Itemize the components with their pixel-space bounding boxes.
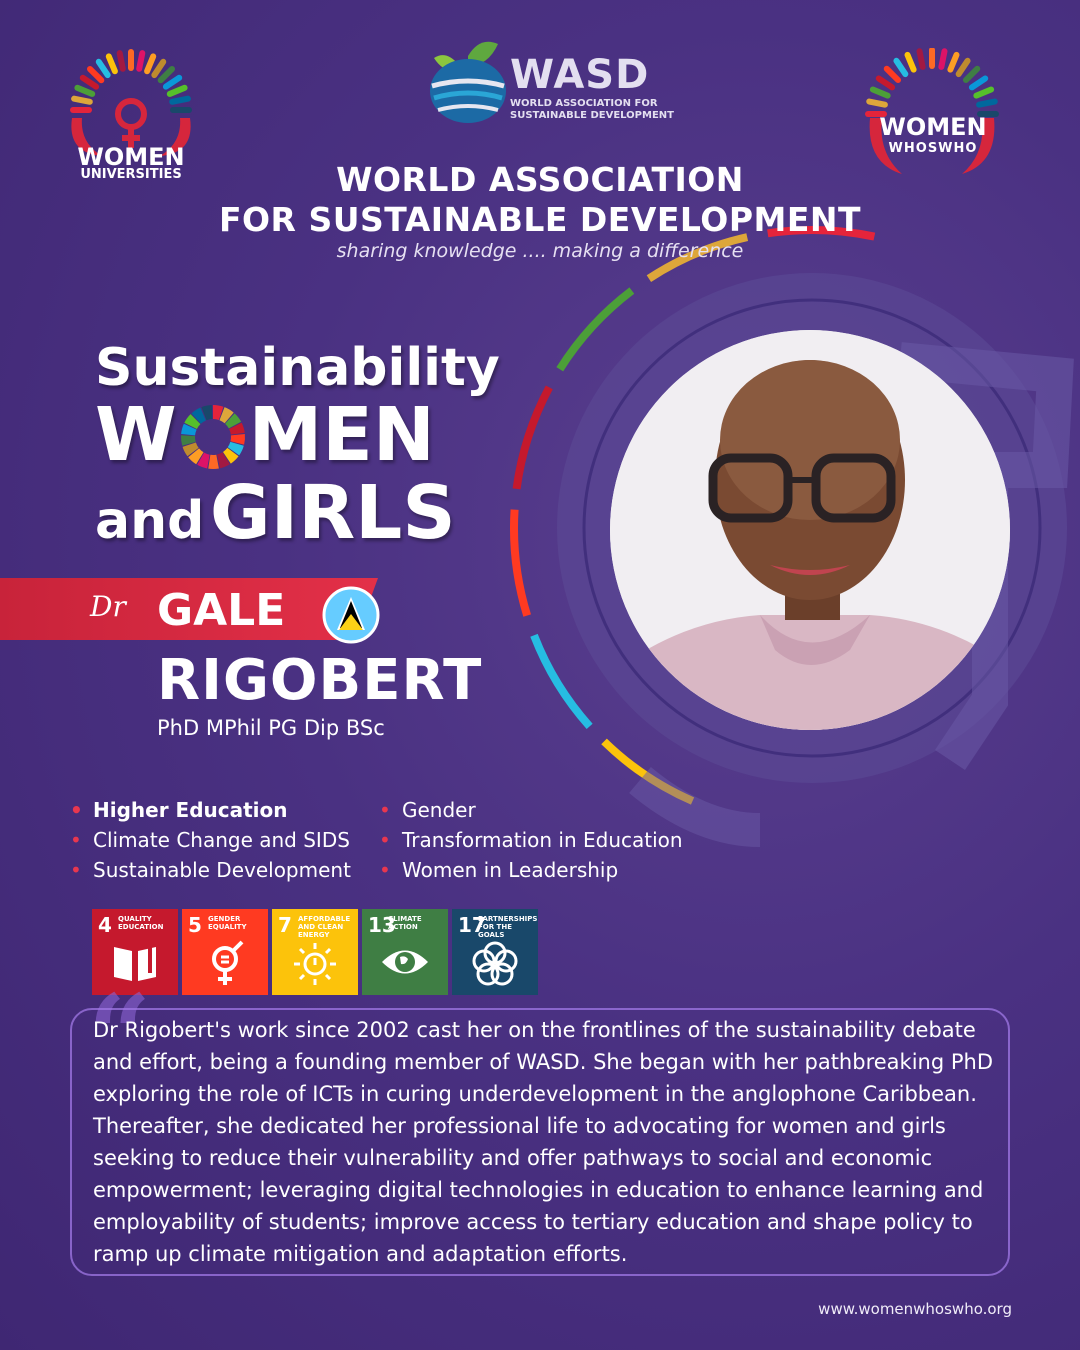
logo-ray: [879, 78, 892, 87]
sdg-tile-7: [272, 909, 358, 995]
wheel-segment: [204, 412, 212, 414]
wasd-logo-sub1: WORLD ASSOCIATION FOR: [510, 98, 658, 109]
logo-ray: [120, 53, 123, 69]
logo-ray: [896, 61, 905, 74]
wheel-segment: [229, 419, 234, 426]
logo-ray: [147, 56, 153, 71]
logo-ray: [77, 88, 92, 94]
women-whoswho-logo-text: [868, 113, 998, 160]
logo-ray: [869, 102, 885, 105]
logo-ray: [972, 78, 985, 87]
logo-ray: [109, 56, 115, 71]
sdg-number: 13: [368, 913, 396, 937]
wasd-logo-subtitle: [510, 98, 674, 122]
headline-and-girls: [95, 470, 456, 556]
wheel-segment: [200, 459, 208, 462]
expertise-item: • Women in Leadership: [379, 855, 683, 885]
wheel-segment: [188, 427, 190, 435]
wheel-segment: [233, 444, 237, 451]
sdg-wheel-icon: [180, 402, 246, 468]
logo-ray: [887, 69, 898, 80]
sun-power-icon: [290, 939, 340, 989]
logo-ray: [966, 69, 977, 80]
organization-name: [0, 160, 1080, 240]
expertise-item: • Transformation in Education: [379, 825, 683, 855]
wasd-logo-word: WASD: [510, 52, 650, 98]
logo-ray: [99, 62, 108, 75]
headline-women: [95, 392, 435, 478]
logo-ray: [90, 69, 101, 80]
logo-ray: [154, 62, 163, 75]
quote-mark-icon: “: [88, 970, 152, 1099]
ring-segment: [534, 635, 590, 726]
wheel-segment: [189, 445, 193, 452]
women-universities-logo-icon: [62, 48, 200, 158]
wheel-segment: [213, 412, 221, 413]
logo-ray: [950, 55, 956, 70]
logo-ray: [976, 90, 991, 96]
ring-segment: [514, 510, 527, 616]
logo-ray: [873, 90, 888, 96]
sdg-number: 5: [188, 913, 202, 937]
logo-ray: [83, 78, 96, 87]
logo-ray: [979, 102, 995, 105]
logo-ray: [941, 51, 944, 67]
saint-lucia-flag-icon: [322, 586, 380, 644]
expertise-item: • Gender: [379, 795, 683, 825]
women-universities-line1: WOMEN: [77, 143, 185, 171]
bio-text: Dr Rigobert's work since 2002 cast her on the frontlines of the sustainability debate and effort, being a founding member of WASD. She began with her pathbreaking PhD exploring the role of ICTs in curing underdevelopment in the anglophone Caribbean. Thereafter, she dedicated her professional life to advocating for women and girls seeking to reduce their vulnerability and offer pathways to social and economic empowerment; leveraging digital technologies in education to enhance learning and employability of students; improve access to tertiary education and shape policy to ramp up climate mitigation and adaptation efforts.: [93, 1018, 993, 1266]
wheel-segment: [218, 458, 226, 461]
wheel-segment: [190, 419, 195, 426]
expertise-list-left: [70, 795, 351, 885]
wheel-segment: [222, 414, 229, 418]
sdg-number: 7: [278, 913, 292, 937]
org-name-line2: FOR SUSTAINABLE DEVELOPMENT: [218, 200, 862, 239]
women-whoswho-line1: WOMEN: [879, 113, 987, 141]
sdg-goals-row: [92, 909, 538, 995]
wasd-logo-sub2: SUSTAINABLE DEVELOPMENT: [510, 110, 674, 121]
tagline: sharing knowledge .... making a difference: [336, 240, 744, 262]
logo-ray: [959, 61, 968, 74]
person-title: Dr: [90, 590, 126, 623]
gender-symbol-icon: [200, 939, 250, 989]
sdg-label: GENDER EQUALITY: [208, 915, 247, 931]
headline-women-post: MEN: [248, 392, 435, 478]
person-qualifications: PhD MPhil PG Dip BSc: [157, 716, 385, 740]
headline-girls: GIRLS: [209, 470, 456, 556]
logo-ray: [74, 99, 90, 102]
expertise-item: • Sustainable Development: [70, 855, 351, 885]
logo-ray: [172, 99, 188, 102]
ring-segment: [560, 291, 632, 370]
person-first-name: GALE: [157, 585, 286, 636]
headline-and: and: [95, 491, 205, 551]
logo-ray: [166, 78, 179, 87]
sdg-number: 4: [98, 913, 112, 937]
expertise-item: • Higher Education: [70, 795, 351, 825]
website-link[interactable]: www.womenwhoswho.org: [818, 1300, 1012, 1318]
person-last-name: RIGOBERT: [157, 648, 483, 713]
eye-globe-icon: [380, 937, 430, 987]
wheel-segment: [235, 426, 237, 434]
wheel-segment: [188, 436, 189, 444]
org-name-line1: WORLD ASSOCIATION: [336, 160, 744, 199]
ring-segment: [517, 387, 550, 489]
logo-ray: [139, 53, 142, 69]
women-whoswho-line2: WHOSWHO: [888, 141, 978, 156]
expertise-list-right: [379, 795, 683, 885]
wheel-segment: [196, 414, 203, 418]
logo-ray: [908, 55, 914, 70]
wheel-segment: [237, 435, 238, 443]
logo-ray: [161, 69, 172, 80]
sdg-tile-17: [452, 909, 538, 995]
sdg-number: 17: [458, 913, 486, 937]
logo-ray: [170, 88, 185, 94]
portrait-photo: [610, 330, 1010, 730]
sdg-tile-5: [182, 909, 268, 995]
sdg-label: CLIMATE ACTION: [388, 915, 422, 931]
headline-women-pre: W: [95, 392, 177, 478]
wasd-logo-icon: [428, 36, 508, 126]
women-universities-line2: UNIVERSITIES: [80, 167, 182, 182]
wheel-segment: [227, 452, 233, 458]
expertise-item: • Climate Change and SIDS: [70, 825, 351, 855]
sdg-tile-13: [362, 909, 448, 995]
logo-ray: [920, 51, 923, 67]
partnership-flower-icon: [470, 939, 520, 989]
sdg-label: AFFORDABLE AND CLEAN ENERGY: [298, 915, 351, 939]
sdg-label: PARTNERSHIPS FOR THE GOALS: [478, 915, 538, 939]
headline-sustainability: Sustainability: [95, 338, 500, 398]
sdg-label: QUALITY EDUCATION: [118, 915, 164, 931]
wheel-segment: [193, 453, 199, 458]
